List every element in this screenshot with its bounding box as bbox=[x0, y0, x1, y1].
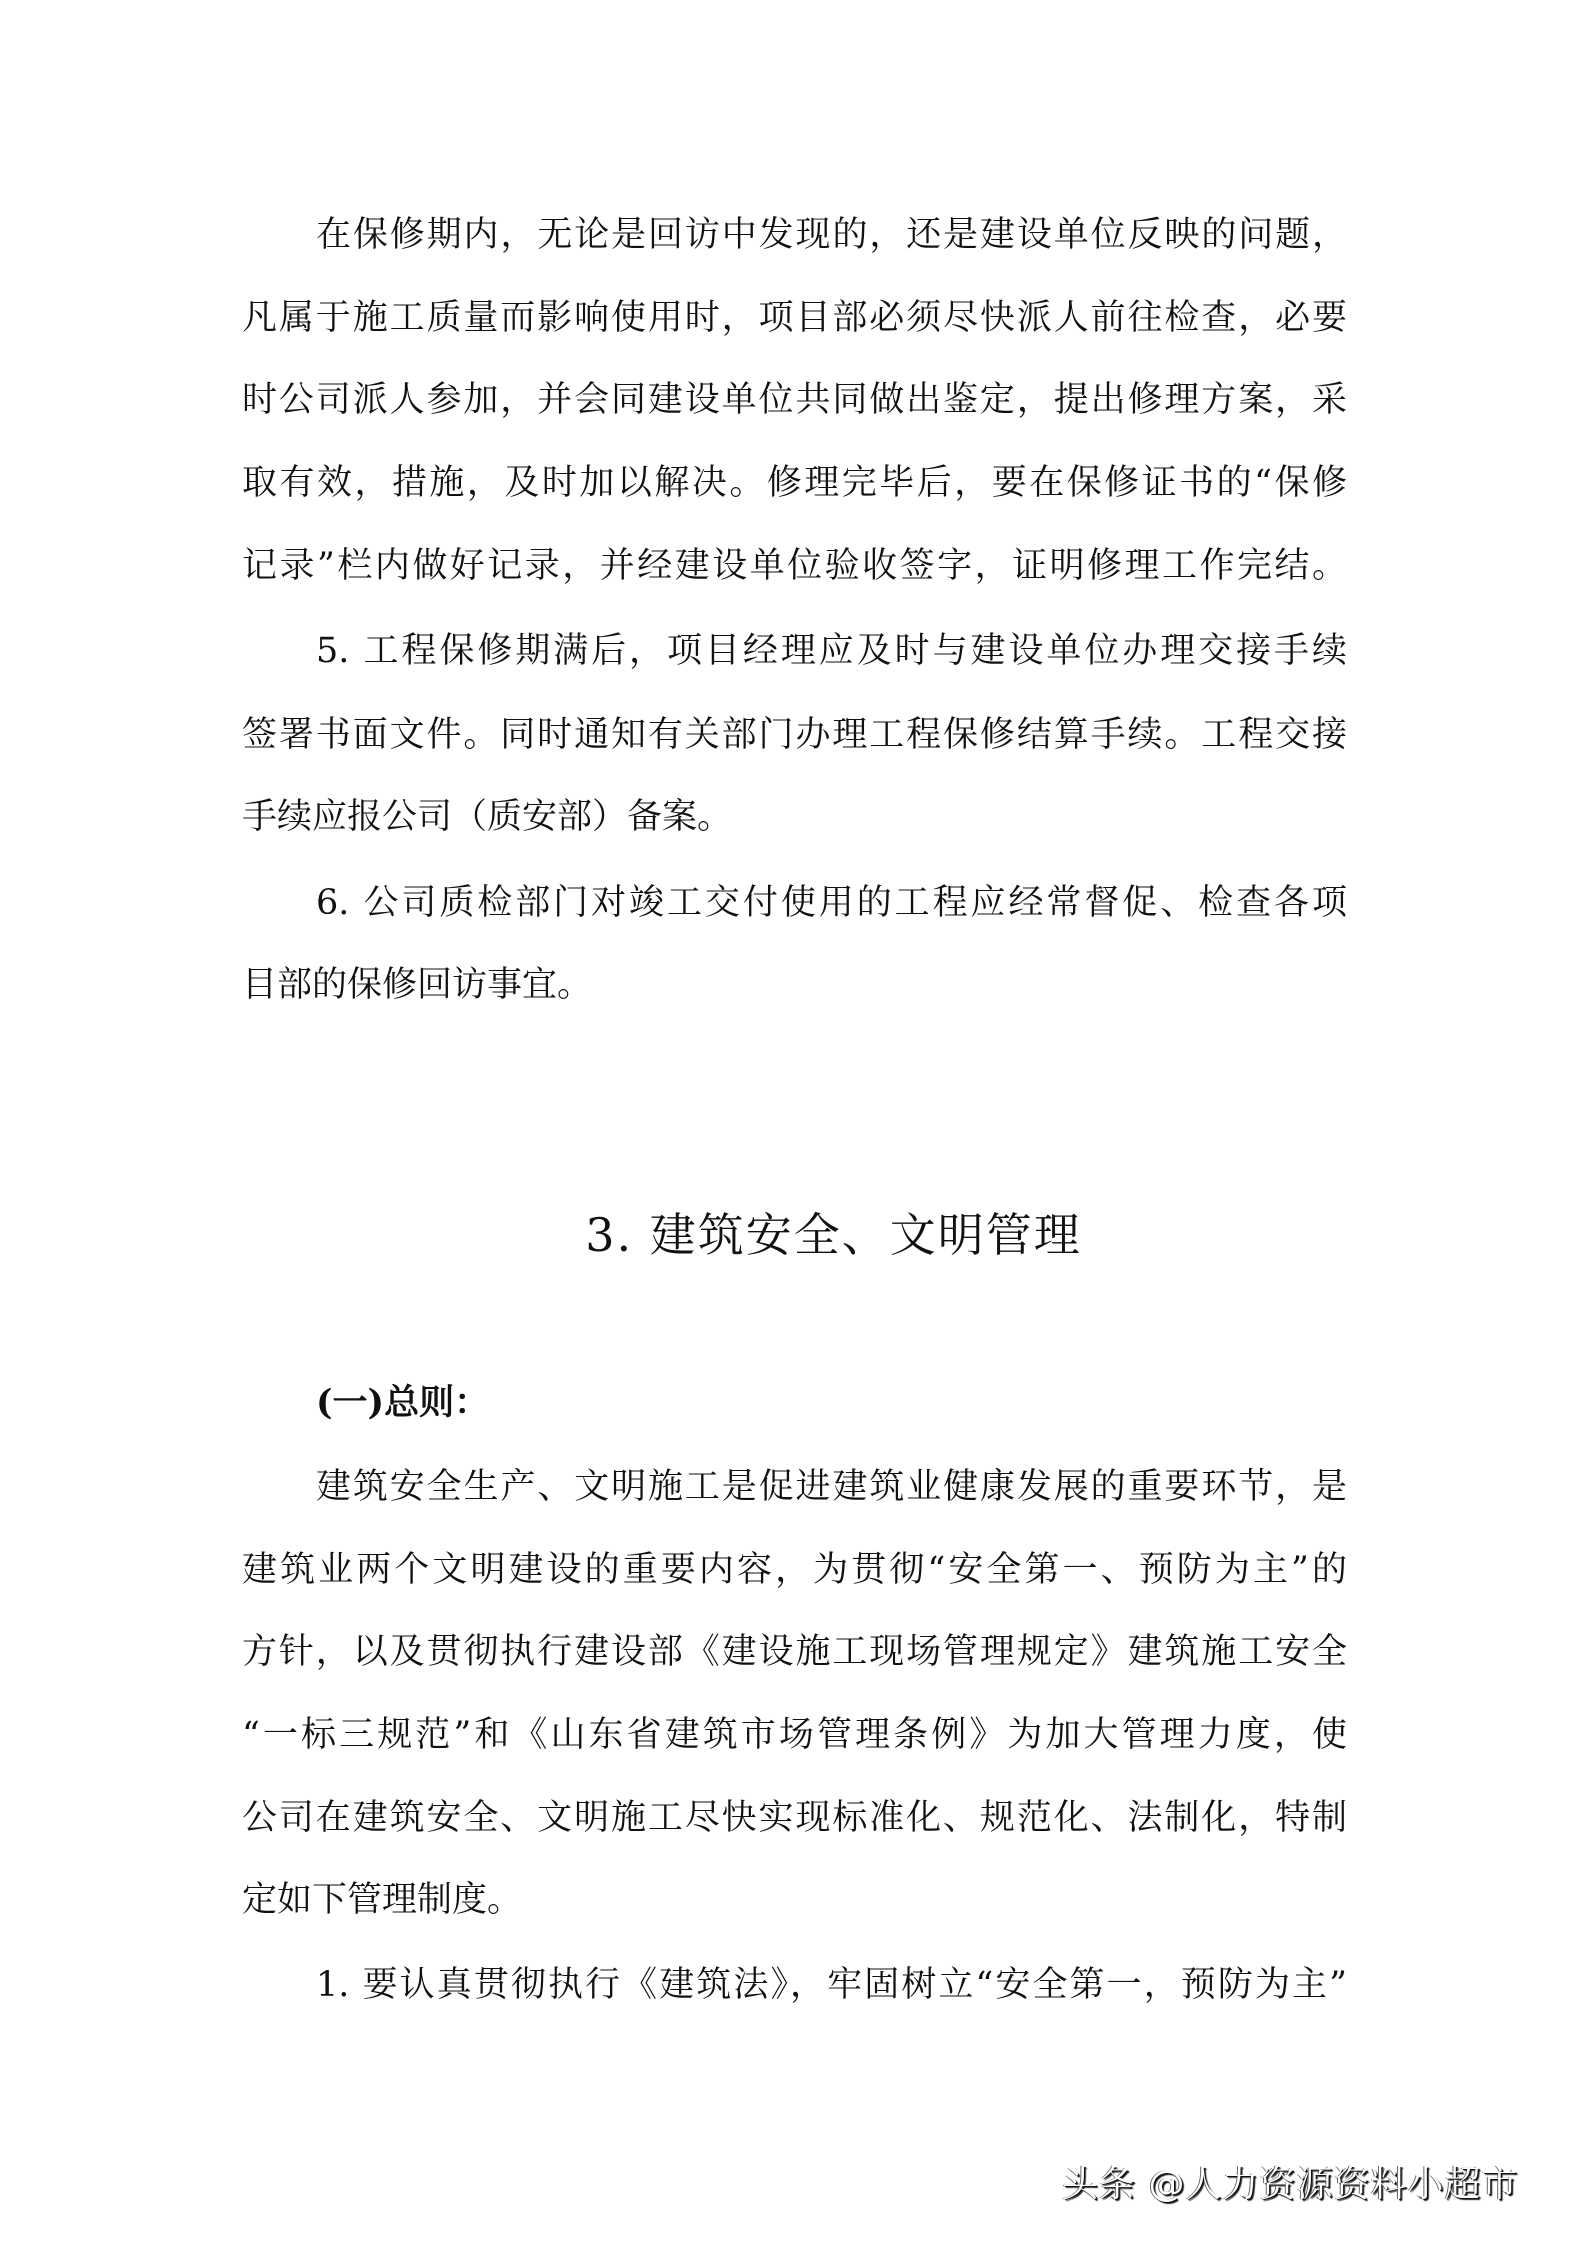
paragraph-line: 建筑业两个文明建设的重要内容，为贯彻“安全第一、预防为主”的 bbox=[242, 1550, 1347, 1590]
list-item-line: 5. 工程保修期满后，项目经理应及时与建设单位办理交接手续 bbox=[316, 631, 1347, 671]
paragraph-line: 凡属于施工质量而影响使用时，项目部必须尽快派人前往检查，必要 bbox=[242, 298, 1347, 338]
paragraph-line: 定如下管理制度。 bbox=[242, 1880, 523, 1920]
paragraph-line: 在保修期内，无论是回访中发现的，还是建设单位反映的问题， bbox=[316, 215, 1347, 255]
list-item-line: 1. 要认真贯彻执行《建筑法》，牢固树立“安全第一，预防为主” bbox=[316, 1965, 1347, 2005]
paragraph-line: “一标三规范”和《山东省建筑市场管理条例》为加大管理力度，使 bbox=[242, 1715, 1347, 1755]
paragraph-line: 方针，以及贯彻执行建设部《建设施工现场管理规定》建筑施工安全 bbox=[242, 1632, 1347, 1672]
subsection-heading: (一)总则： bbox=[316, 1382, 490, 1423]
paragraph-line: 公司在建筑安全、文明施工尽快实现标准化、规范化、法制化，特制 bbox=[242, 1798, 1347, 1838]
paragraph-line: 时公司派人参加，并会同建设单位共同做出鉴定，提出修理方案，采 bbox=[242, 380, 1347, 420]
source-watermark: 头条 @人力资源资料小超市 bbox=[1062, 2164, 1519, 2205]
list-item-line: 手续应报公司（质安部）备案。 bbox=[242, 797, 733, 837]
section-heading: 3. 建筑安全、文明管理 bbox=[585, 1208, 1082, 1262]
paragraph-line: 记录”栏内做好记录，并经建设单位验收签字，证明修理工作完结。 bbox=[242, 546, 1347, 586]
paragraph-line: 取有效，措施，及时加以解决。修理完毕后，要在保修证书的“保修 bbox=[242, 463, 1347, 503]
list-item-line: 6. 公司质检部门对竣工交付使用的工程应经常督促、检查各项 bbox=[316, 883, 1347, 923]
list-item-line: 签署书面文件。同时通知有关部门办理工程保修结算手续。工程交接 bbox=[242, 715, 1347, 755]
paragraph-line: 建筑安全生产、文明施工是促进建筑业健康发展的重要环节，是 bbox=[316, 1467, 1347, 1507]
list-item-line: 目部的保修回访事宜。 bbox=[242, 965, 593, 1005]
